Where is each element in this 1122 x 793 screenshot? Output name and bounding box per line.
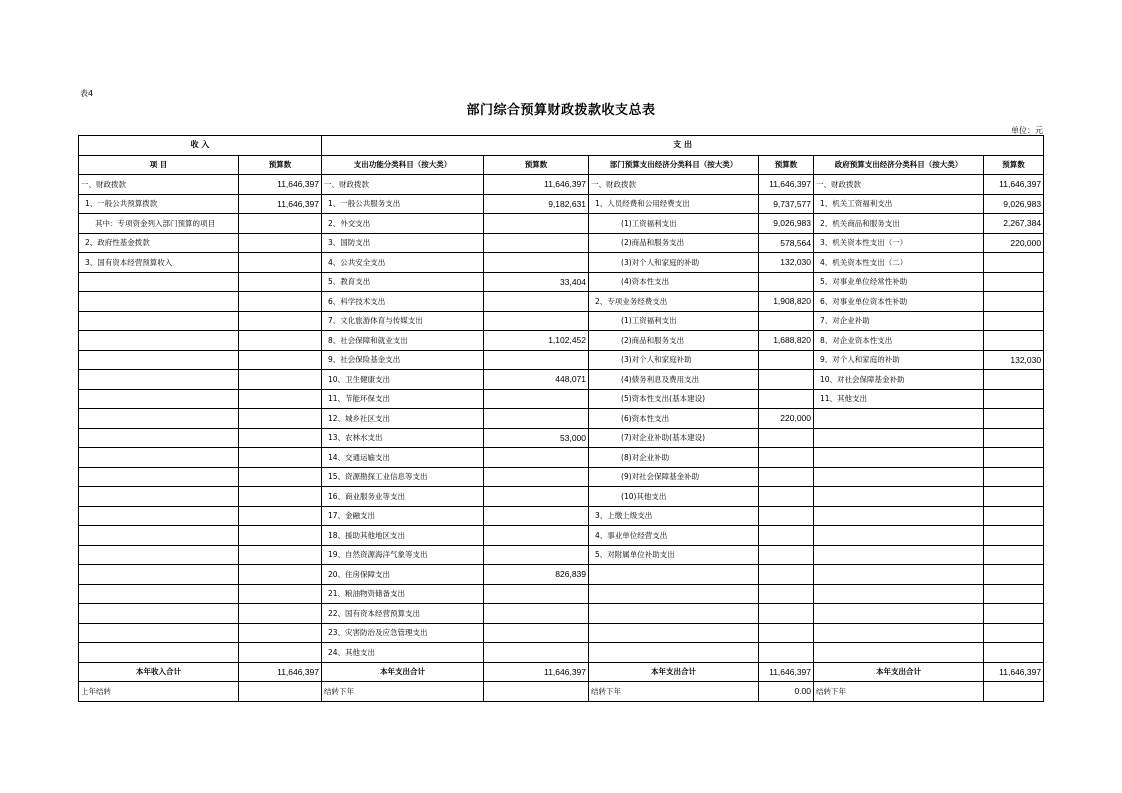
table-row [79, 233, 1044, 253]
item-cell: 19、自然资源海洋气象等支出 [322, 545, 484, 565]
item-cell: 1、机关工资福利支出 [814, 194, 984, 214]
item-cell: 10、对社会保障基金补助 [814, 370, 984, 390]
item-cell [589, 643, 759, 663]
amount-cell [984, 623, 1044, 643]
item-cell: 14、交通运输支出 [322, 448, 484, 468]
amount-cell [239, 214, 322, 234]
item-cell: 8、社会保障和就业支出 [322, 331, 484, 351]
item-cell: 其中：专项资金列入部门预算的项目 [79, 214, 239, 234]
amount-cell: 448,071 [484, 370, 589, 390]
amount-cell [759, 272, 814, 292]
amount-cell [239, 526, 322, 546]
amount-cell [484, 292, 589, 312]
item-cell: (1)工资福利支出 [589, 311, 759, 331]
amount-cell [984, 487, 1044, 507]
item-cell: 结转下年 [589, 682, 759, 702]
column-header: 预算数 [239, 155, 322, 175]
item-cell: 4、公共安全支出 [322, 253, 484, 273]
item-cell [589, 623, 759, 643]
amount-cell [484, 643, 589, 663]
item-cell [79, 487, 239, 507]
item-cell: 5、对事业单位经常性补助 [814, 272, 984, 292]
item-cell: 9、对个人和家庭的补助 [814, 350, 984, 370]
income-section-header: 收 入 [79, 136, 322, 156]
table-row [79, 331, 1044, 351]
item-cell: 一、财政拨款 [79, 175, 239, 195]
amount-cell: 1,102,452 [484, 331, 589, 351]
item-cell [814, 467, 984, 487]
amount-cell [484, 604, 589, 624]
item-cell [79, 545, 239, 565]
amount-cell [484, 350, 589, 370]
amount-cell [984, 448, 1044, 468]
amount-cell [239, 545, 322, 565]
header-row-columns [79, 155, 1044, 175]
item-cell: 一、财政拨款 [322, 175, 484, 195]
amount-cell [484, 253, 589, 273]
amount-cell: 11,646,397 [759, 662, 814, 682]
item-cell: 3、国防支出 [322, 233, 484, 253]
item-cell: (9)对社会保障基金补助 [589, 467, 759, 487]
item-cell [79, 292, 239, 312]
amount-cell [984, 584, 1044, 604]
amount-cell: 9,026,983 [759, 214, 814, 234]
amount-cell [984, 292, 1044, 312]
item-cell: (7)对企业补助(基本建设) [589, 428, 759, 448]
totals-row [79, 662, 1044, 682]
item-cell: 5、教育支出 [322, 272, 484, 292]
item-cell [79, 623, 239, 643]
amount-cell: 11,646,397 [484, 662, 589, 682]
amount-cell [484, 214, 589, 234]
table-row [79, 526, 1044, 546]
table-row [79, 370, 1044, 390]
amount-cell: 132,030 [759, 253, 814, 273]
item-cell: 3、上缴上级支出 [589, 506, 759, 526]
amount-cell [984, 526, 1044, 546]
table-row [79, 428, 1044, 448]
amount-cell [484, 623, 589, 643]
amount-cell: 9,182,631 [484, 194, 589, 214]
item-cell [79, 331, 239, 351]
item-cell: 本年支出合计 [814, 662, 984, 682]
amount-cell [239, 604, 322, 624]
document-title: 部门综合预算财政拨款收支总表 [466, 103, 656, 118]
item-cell: (2)商品和服务支出 [589, 233, 759, 253]
column-header: 预算数 [484, 155, 589, 175]
item-cell [814, 526, 984, 546]
item-cell: 1、人员经费和公用经费支出 [589, 194, 759, 214]
item-cell [79, 604, 239, 624]
amount-cell: 11,646,397 [484, 175, 589, 195]
item-cell: 15、资源勘探工业信息等支出 [322, 467, 484, 487]
amount-cell [239, 448, 322, 468]
amount-cell [759, 467, 814, 487]
amount-cell [759, 350, 814, 370]
amount-cell: 11,646,397 [239, 175, 322, 195]
amount-cell [984, 331, 1044, 351]
column-header: 支出功能分类科目（按大类） [322, 155, 484, 175]
item-cell: 18、援助其他地区支出 [322, 526, 484, 546]
item-cell: 16、商业服务业等支出 [322, 487, 484, 507]
amount-cell [759, 389, 814, 409]
item-cell: 11、节能环保支出 [322, 389, 484, 409]
amount-cell [484, 506, 589, 526]
item-cell: (2)商品和服务支出 [589, 331, 759, 351]
amount-cell [984, 545, 1044, 565]
amount-cell: 1,688,820 [759, 331, 814, 351]
table-row [79, 214, 1044, 234]
amount-cell: 220,000 [984, 233, 1044, 253]
amount-cell [239, 311, 322, 331]
item-cell: (3)对个人和家庭的补助 [589, 253, 759, 273]
table-number: 表4 [80, 89, 94, 98]
item-cell [79, 526, 239, 546]
item-cell: 6、对事业单位资本性补助 [814, 292, 984, 312]
item-cell [79, 448, 239, 468]
item-cell [814, 604, 984, 624]
amount-cell: 11,646,397 [239, 662, 322, 682]
column-header: 部门预算支出经济分类科目（按大类） [589, 155, 759, 175]
amount-cell [759, 428, 814, 448]
item-cell [589, 604, 759, 624]
item-cell: 2、政府性基金拨款 [79, 233, 239, 253]
amount-cell [239, 253, 322, 273]
table-body [79, 136, 1044, 702]
amount-cell [484, 682, 589, 702]
amount-cell [759, 545, 814, 565]
amount-cell: 2,267,384 [984, 214, 1044, 234]
amount-cell [484, 409, 589, 429]
amount-cell [239, 643, 322, 663]
amount-cell: 826,839 [484, 565, 589, 585]
item-cell: (4)债务利息及费用支出 [589, 370, 759, 390]
item-cell [79, 428, 239, 448]
amount-cell [484, 389, 589, 409]
column-header: 预算数 [759, 155, 814, 175]
amount-cell [484, 487, 589, 507]
item-cell: 7、对企业补助 [814, 311, 984, 331]
amount-cell [984, 253, 1044, 273]
item-cell: 22、国有资本经营预算支出 [322, 604, 484, 624]
item-cell [814, 623, 984, 643]
column-header: 预算数 [984, 155, 1044, 175]
table-row [79, 604, 1044, 624]
column-header: 政府预算支出经济分类科目（按大类） [814, 155, 984, 175]
table-row [79, 545, 1044, 565]
item-cell: 8、对企业资本性支出 [814, 331, 984, 351]
item-cell: 9、社会保险基金支出 [322, 350, 484, 370]
item-cell: (1)工资福利支出 [589, 214, 759, 234]
table-row [79, 194, 1044, 214]
item-cell: 上年结转 [79, 682, 239, 702]
amount-cell [759, 643, 814, 663]
table-row [79, 311, 1044, 331]
item-cell: (4)资本性支出 [589, 272, 759, 292]
item-cell: 12、城乡社区支出 [322, 409, 484, 429]
amount-cell: 220,000 [759, 409, 814, 429]
item-cell: 13、农林水支出 [322, 428, 484, 448]
item-cell: 23、灾害防治及应急管理支出 [322, 623, 484, 643]
amount-cell [984, 389, 1044, 409]
item-cell [79, 409, 239, 429]
item-cell: (6)资本性支出 [589, 409, 759, 429]
table-row [79, 409, 1044, 429]
amount-cell [239, 682, 322, 702]
table-row [79, 292, 1044, 312]
item-cell [814, 428, 984, 448]
amount-cell [239, 409, 322, 429]
amount-cell [984, 311, 1044, 331]
item-cell: 7、文化旅游体育与传媒支出 [322, 311, 484, 331]
amount-cell [984, 467, 1044, 487]
table-row [79, 389, 1044, 409]
item-cell [79, 643, 239, 663]
item-cell [79, 565, 239, 585]
item-cell [814, 565, 984, 585]
amount-cell: 9,026,983 [984, 194, 1044, 214]
expense-section-header: 支 出 [322, 136, 1044, 156]
table-row [79, 584, 1044, 604]
amount-cell: 33,404 [484, 272, 589, 292]
item-cell: 10、卫生健康支出 [322, 370, 484, 390]
amount-cell: 9,737,577 [759, 194, 814, 214]
item-cell: 20、住房保障支出 [322, 565, 484, 585]
table-row [79, 448, 1044, 468]
item-cell: 1、一般公共预算拨款 [79, 194, 239, 214]
item-cell: 3、机关资本性支出（一） [814, 233, 984, 253]
amount-cell [984, 409, 1044, 429]
item-cell [79, 584, 239, 604]
amount-cell [759, 584, 814, 604]
item-cell: 一、财政拨款 [589, 175, 759, 195]
amount-cell [984, 565, 1044, 585]
amount-cell [239, 506, 322, 526]
table-row [79, 487, 1044, 507]
item-cell [814, 506, 984, 526]
unit-label: 单位：元 [1011, 126, 1043, 135]
amount-cell [484, 448, 589, 468]
amount-cell [759, 311, 814, 331]
item-cell: 结转下年 [814, 682, 984, 702]
item-cell: 1、一般公共服务支出 [322, 194, 484, 214]
column-header: 项 目 [79, 155, 239, 175]
amount-cell [239, 584, 322, 604]
item-cell [814, 448, 984, 468]
amount-cell [984, 682, 1044, 702]
item-cell [814, 584, 984, 604]
item-cell [589, 584, 759, 604]
item-cell: 本年支出合计 [589, 662, 759, 682]
item-cell: 一、财政拨款 [814, 175, 984, 195]
amount-cell [984, 272, 1044, 292]
amount-cell: 578,564 [759, 233, 814, 253]
item-cell: (5)资本性支出(基本建设) [589, 389, 759, 409]
amount-cell [759, 506, 814, 526]
amount-cell [484, 526, 589, 546]
item-cell: 6、科学技术支出 [322, 292, 484, 312]
carryover-row [79, 682, 1044, 702]
item-cell [589, 565, 759, 585]
amount-cell [239, 467, 322, 487]
amount-cell [759, 604, 814, 624]
item-cell [814, 487, 984, 507]
amount-cell [484, 584, 589, 604]
amount-cell [239, 292, 322, 312]
item-cell [814, 643, 984, 663]
item-cell: 17、金融支出 [322, 506, 484, 526]
item-cell: 24、其他支出 [322, 643, 484, 663]
table-row [79, 467, 1044, 487]
item-cell: 2、外交支出 [322, 214, 484, 234]
amount-cell: 0.00 [759, 682, 814, 702]
item-cell: (8)对企业补助 [589, 448, 759, 468]
amount-cell: 11,646,397 [239, 194, 322, 214]
amount-cell [484, 545, 589, 565]
item-cell: 4、事业单位经营支出 [589, 526, 759, 546]
amount-cell [239, 623, 322, 643]
item-cell [814, 545, 984, 565]
table-row [79, 272, 1044, 292]
item-cell [79, 272, 239, 292]
table-row [79, 350, 1044, 370]
amount-cell [984, 643, 1044, 663]
amount-cell: 53,000 [484, 428, 589, 448]
amount-cell [484, 467, 589, 487]
item-cell: 本年收入合计 [79, 662, 239, 682]
item-cell: 21、粮油物资储备支出 [322, 584, 484, 604]
amount-cell: 11,646,397 [759, 175, 814, 195]
item-cell: 本年支出合计 [322, 662, 484, 682]
table-row [79, 565, 1044, 585]
table-row [79, 506, 1044, 526]
amount-cell: 132,030 [984, 350, 1044, 370]
amount-cell [984, 370, 1044, 390]
item-cell [79, 506, 239, 526]
amount-cell [759, 370, 814, 390]
amount-cell [984, 506, 1044, 526]
table-row [79, 175, 1044, 195]
item-cell: 4、机关资本性支出（二） [814, 253, 984, 273]
amount-cell [239, 370, 322, 390]
item-cell [79, 467, 239, 487]
table-row [79, 643, 1044, 663]
amount-cell [239, 389, 322, 409]
item-cell [79, 389, 239, 409]
table-row [79, 623, 1044, 643]
amount-cell [484, 233, 589, 253]
amount-cell [239, 565, 322, 585]
amount-cell [239, 487, 322, 507]
item-cell [79, 370, 239, 390]
item-cell: (10)其他支出 [589, 487, 759, 507]
amount-cell: 11,646,397 [984, 662, 1044, 682]
amount-cell [239, 350, 322, 370]
amount-cell [759, 526, 814, 546]
amount-cell [759, 487, 814, 507]
item-cell: (3)对个人和家庭补助 [589, 350, 759, 370]
amount-cell [239, 428, 322, 448]
item-cell [814, 409, 984, 429]
item-cell: 结转下年 [322, 682, 484, 702]
item-cell [79, 350, 239, 370]
item-cell: 3、国有资本经营预算收入 [79, 253, 239, 273]
item-cell: 2、机关商品和服务支出 [814, 214, 984, 234]
amount-cell [239, 331, 322, 351]
budget-summary-table [78, 135, 1044, 702]
amount-cell [759, 565, 814, 585]
item-cell [79, 311, 239, 331]
item-cell: 5、对附属单位补助支出 [589, 545, 759, 565]
amount-cell [984, 604, 1044, 624]
amount-cell [239, 233, 322, 253]
header-row-sections [79, 136, 1044, 156]
table-row [79, 253, 1044, 273]
amount-cell [984, 428, 1044, 448]
item-cell: 11、其他支出 [814, 389, 984, 409]
amount-cell [484, 311, 589, 331]
amount-cell [759, 623, 814, 643]
amount-cell [239, 272, 322, 292]
amount-cell [759, 448, 814, 468]
amount-cell: 11,646,397 [984, 175, 1044, 195]
amount-cell: 1,908,820 [759, 292, 814, 312]
item-cell: 2、专项业务经费支出 [589, 292, 759, 312]
